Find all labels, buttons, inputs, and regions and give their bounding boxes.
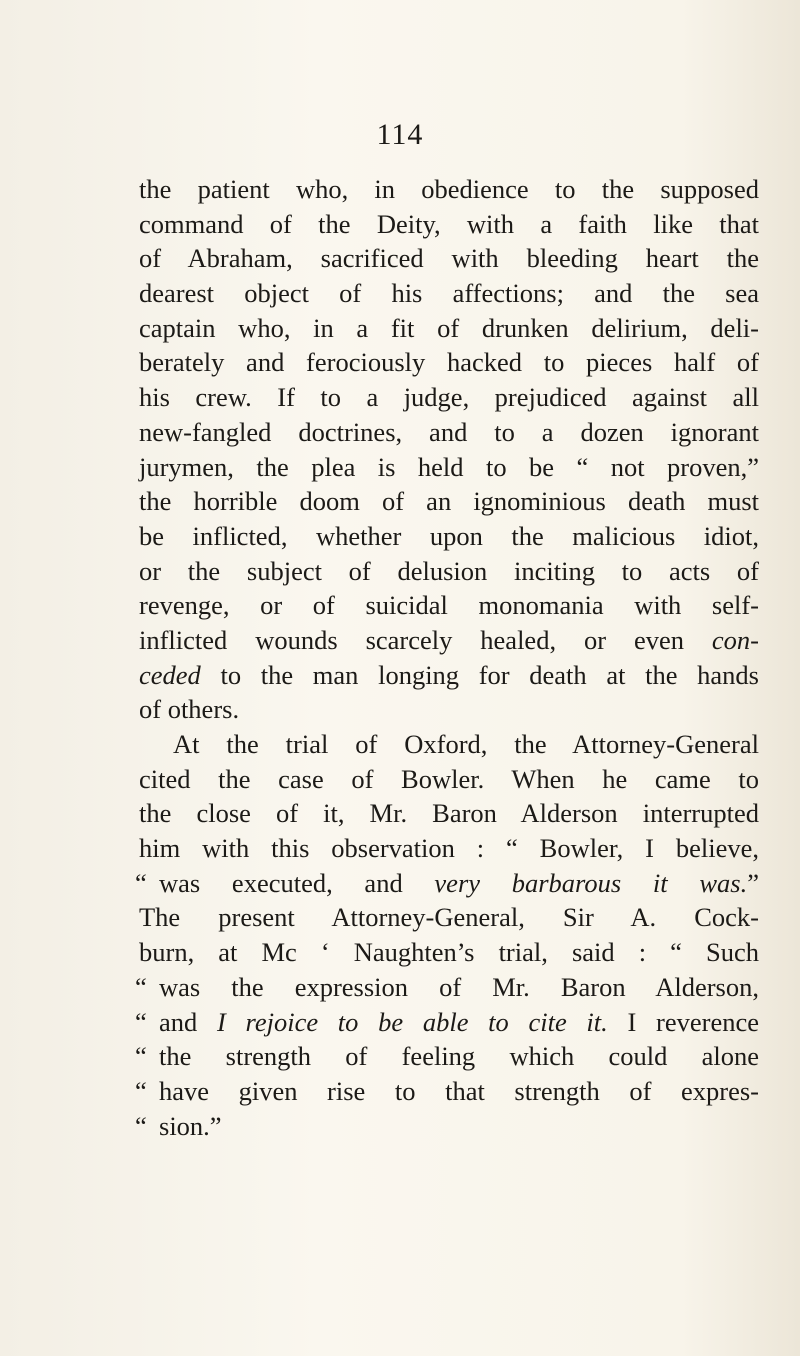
emphasis-ceded: ceded bbox=[139, 659, 201, 690]
text-line-28 bbox=[135, 1109, 759, 1144]
text-line-26-body: the strength of feeling which could alone bbox=[159, 1041, 759, 1072]
text-line-14 bbox=[139, 623, 759, 658]
margin-quote-27: “ bbox=[135, 1075, 147, 1106]
emphasis-rejoice: I rejoice to be able to cite it. bbox=[216, 1006, 608, 1037]
text-line-13: revenge, or of suicidal monomania with self- bbox=[139, 590, 759, 621]
text-line-22: The present Attorney-General, Sir A. Cock- bbox=[139, 902, 759, 933]
text-line-28-body: sion.” bbox=[159, 1110, 222, 1141]
emphasis-very-barbarous: very barbarous it was. bbox=[434, 867, 748, 898]
margin-quote-21: “ bbox=[135, 867, 147, 898]
margin-quote-26: “ bbox=[135, 1041, 147, 1072]
text-line-15-tail: to the man longing for death at the hands bbox=[200, 659, 759, 690]
text-line-4: dearest object of his affections; and the sea bbox=[139, 278, 759, 309]
margin-quote-28: “ bbox=[135, 1110, 147, 1141]
text-line-8: new-fangled doctrines, and to a dozen ignorant bbox=[139, 416, 759, 447]
text-line-25-lead: and bbox=[159, 1006, 217, 1037]
text-line-21-lead: was executed, and bbox=[159, 867, 435, 898]
text-line-12: or the subject of delusion inciting to acts of bbox=[139, 555, 759, 586]
text-line-10: the horrible doom of an ignominious death must bbox=[139, 486, 759, 517]
text-line-1: the patient who, in obedience to the supposed bbox=[139, 174, 759, 204]
text-line-27 bbox=[135, 1074, 759, 1109]
text-line-3: of Abraham, sacrificed with bleeding heart the bbox=[139, 243, 759, 274]
text-line-5: captain who, in a fit of drunken delirium, deli- bbox=[139, 312, 759, 343]
text-line-14-lead: inflicted wounds scarcely healed, or even bbox=[139, 624, 712, 655]
margin-quote-24: “ bbox=[135, 971, 147, 1002]
text-line-20: him with this observation : “ Bowler, I believe, bbox=[139, 833, 759, 864]
text-line-24 bbox=[135, 970, 759, 1005]
text-line-15 bbox=[139, 658, 759, 693]
text-line-11: be inflicted, whether upon the malicious idiot, bbox=[139, 520, 759, 551]
text-line-25 bbox=[135, 1005, 759, 1040]
text-line-16: of others. bbox=[139, 694, 240, 725]
text-line-18: cited the case of Bowler. When he came to bbox=[139, 763, 759, 794]
page-number: 114 bbox=[376, 118, 424, 151]
text-line-17: At the trial of Oxford, the Attorney-General bbox=[173, 729, 759, 759]
emphasis-con: con- bbox=[711, 624, 759, 655]
text-line-19: the close of it, Mr. Baron Alderson interrupted bbox=[139, 798, 759, 829]
text-line-7: his crew. If to a judge, prejudiced against all bbox=[139, 382, 759, 413]
text-line-23: burn, at Mc ‘ Naughten’s trial, said : “ Such bbox=[139, 937, 759, 968]
margin-quote-25: “ bbox=[135, 1006, 147, 1037]
text-line-24-body: was the expression of Mr. Baron Alderson, bbox=[159, 971, 759, 1002]
text-line-27-body: have given rise to that strength of expres- bbox=[159, 1075, 759, 1106]
body-text bbox=[135, 172, 759, 1143]
text-line-26 bbox=[135, 1039, 759, 1074]
text-line-2: command of the Deity, with a faith like that bbox=[139, 208, 759, 239]
text-line-9: jurymen, the plea is held to be “ not proven,” bbox=[139, 451, 759, 482]
closing-quote-21: ” bbox=[747, 867, 759, 898]
text-line-25-tail: I reverence bbox=[607, 1006, 759, 1037]
text-line-21 bbox=[135, 866, 759, 901]
text-line-6: berately and ferociously hacked to pieces half of bbox=[139, 347, 759, 378]
